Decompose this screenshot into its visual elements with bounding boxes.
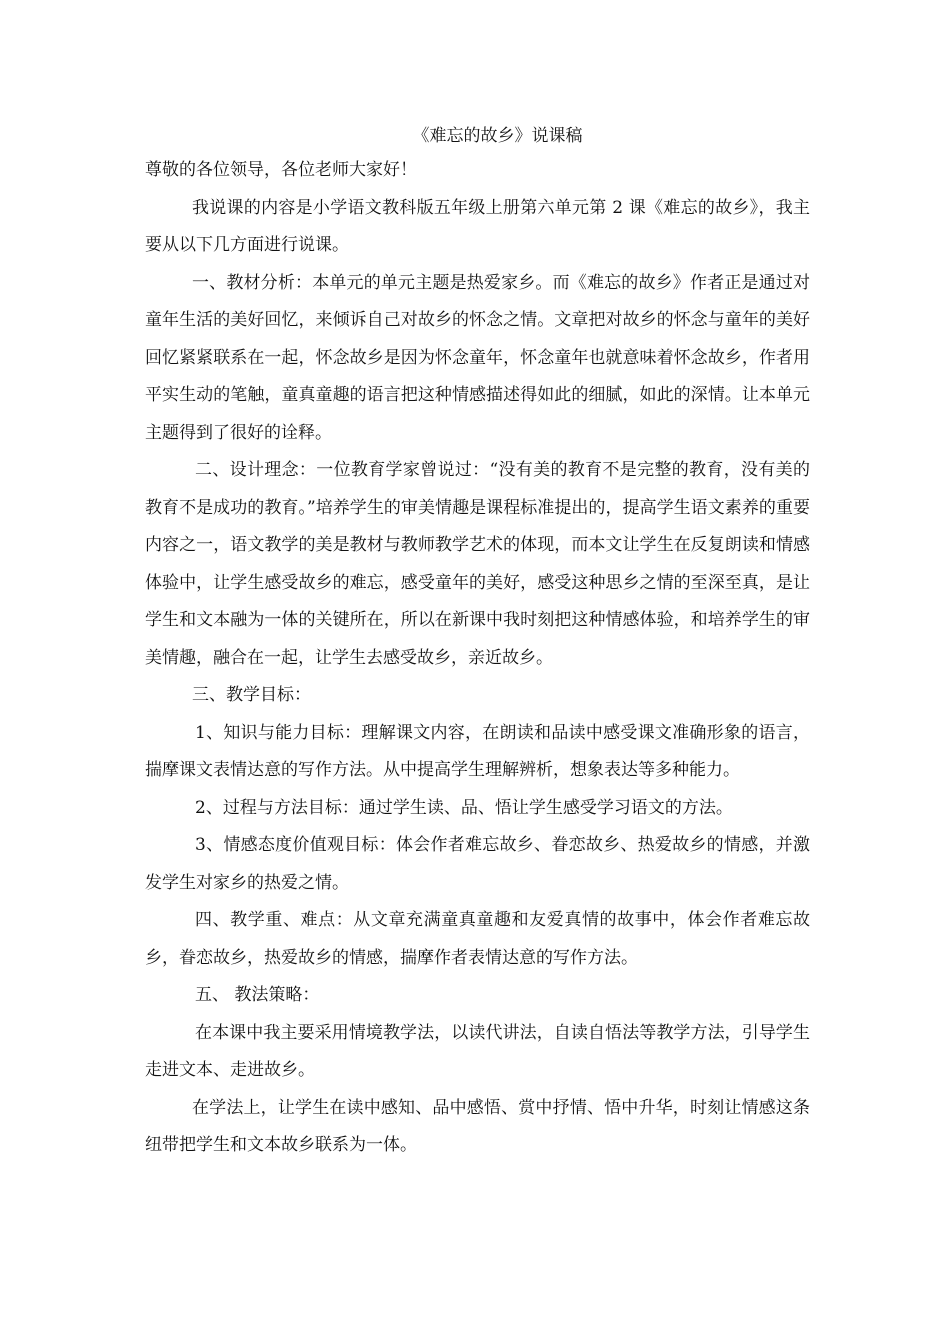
- document-page: [145, 122, 810, 1165]
- teaching-goals-heading: 三、教学目标：: [192, 685, 311, 705]
- goal-knowledge-paragraph: 1、知识与能力目标：理解课文内容，在朗读和品读中感受课文准确形象的语言，揣摩课文表情达意的写作方法。从中提高学生理解辨析，想象表达等多种能力。: [145, 722, 810, 780]
- teaching-method-paragraph: 在本课中我主要采用情境教学法，以读代讲法，自读自悟法等教学方法，引导学生走进文本、走进故乡。: [145, 1022, 810, 1080]
- key-difficult-points-paragraph: 四、教学重、难点：从文章充满童真童趣和友爱真情的故事中，体会作者难忘故乡，眷恋故乡，热爱故乡的情感，揣摩作者表情达意的写作方法。: [145, 910, 810, 968]
- document-title: 《难忘的故乡》说课稿: [412, 126, 583, 146]
- textbook-analysis-paragraph: 一、教材分析：本单元的单元主题是热爱家乡。而《难忘的故乡》作者正是通过对童年生活的美好回忆，来倾诉自己对故乡的怀念之情。文章把对故乡的怀念与童年的美好回忆紧紧联系在一起，怀念故乡是因为怀念童年，怀念童年也就意味着怀念故乡，作者用平实生动的笔触，童真童趣的语言把这种情感描述得如此的细腻，如此的深情。让本单元主题得到了很好的诠释。: [145, 272, 810, 443]
- intro-paragraph: 我说课的内容是小学语文教科版五年级上册第六单元第 2 课《难忘的故乡》，我主要从以下几方面进行说课。: [145, 197, 810, 255]
- design-concept-paragraph: 二、设计理念：一位教育学家曾说过：“没有美的教育不是完整的教育，没有美的教育不是成功的教育。”培养学生的审美情趣是课程标准提出的，提高学生语文素养的重要内容之一，语文教学的美是教材与教师教学艺术的体现，而本文让学生在反复朗读和情感体验中，让学生感受故乡的难忘，感受童年的美好，感受这种思乡之情的至深至真，是让学生和文本融为一体的关键所在，所以在新课中我时刻把这种情感体验，和培养学生的审美情趣，融合在一起，让学生去感受故乡，亲近故乡。: [145, 460, 810, 668]
- goal-emotion-paragraph: 3、情感态度价值观目标：体会作者难忘故乡、眷恋故乡、热爱故乡的情感，并激发学生对家乡的热爱之情。: [145, 835, 810, 893]
- learning-method-paragraph: 在学法上，让学生在读中感知、品中感悟、赏中抒情、悟中升华，时刻让情感这条纽带把学生和文本故乡联系为一体。: [145, 1097, 810, 1155]
- teaching-strategy-heading: 五、 教法策略：: [195, 985, 320, 1005]
- greeting-paragraph: 尊敬的各位领导，各位老师大家好！: [145, 160, 417, 180]
- goal-process-paragraph: 2、过程与方法目标：通过学生读、品、悟让学生感受学习语文的方法。: [195, 797, 733, 818]
